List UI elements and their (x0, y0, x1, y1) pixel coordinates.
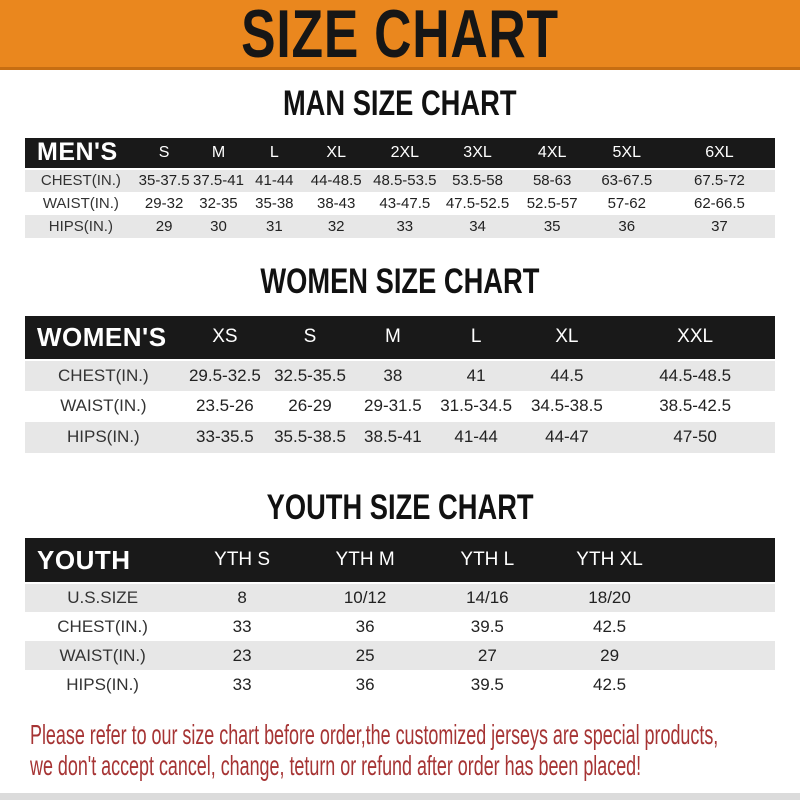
footer-line-1: Please refer to our size chart before order,the customized jerseys are special products, (30, 719, 719, 751)
footer-line-2: we don't accept cancel, change, teturn or refund after order has been placed! (30, 750, 642, 782)
size-cell: 33-35.5 (196, 427, 254, 446)
size-cell: 47.5-52.5 (445, 194, 510, 212)
size-cell: 33 (232, 674, 252, 694)
size-cell-filler (671, 583, 775, 612)
size-cell: 23 (232, 645, 252, 665)
size-cell-filler (671, 670, 775, 699)
column-header: XS (212, 326, 238, 347)
size-cell: 35.5-38.5 (274, 427, 346, 446)
table-row (25, 169, 775, 192)
size-cell: 42.5 (593, 616, 627, 636)
size-cell: 26-29 (288, 396, 332, 415)
size-cell: 35-38 (255, 194, 294, 212)
section-youth (0, 487, 800, 700)
size-cell: 8 (237, 588, 247, 608)
size-cell: 23.5-26 (196, 396, 254, 415)
size-cell: 39.5 (470, 674, 504, 694)
row-label: HIPS(IN.) (48, 217, 113, 235)
size-chart-sections (0, 86, 800, 699)
size-cell: 36 (355, 616, 375, 636)
size-cell: 36 (355, 674, 375, 694)
size-cell: 63-67.5 (601, 172, 653, 190)
column-header: M (211, 143, 226, 161)
row-label: CHEST(IN.) (58, 365, 149, 385)
size-cell: 29-31.5 (364, 396, 422, 415)
section-heading-text: WOMEN SIZE CHART (260, 261, 540, 301)
column-header: L (470, 326, 482, 347)
column-header: YTH M (335, 549, 395, 571)
size-cell: 52.5-57 (526, 194, 578, 212)
size-cell: 38.5-42.5 (659, 396, 732, 415)
column-header: M (384, 326, 401, 347)
table-header-row (25, 316, 775, 360)
table-row (25, 360, 775, 391)
table-corner-label: MEN'S (37, 138, 118, 167)
row-label: U.S.SIZE (67, 588, 139, 608)
section-heading (0, 261, 800, 301)
column-header: 5XL (612, 143, 641, 161)
size-cell: 53.5-58 (452, 172, 503, 190)
size-cell: 41-44 (255, 172, 294, 190)
size-chart-banner (0, 0, 800, 70)
column-header: XL (555, 326, 579, 347)
column-header-filler (671, 538, 775, 583)
size-cell: 38.5-41 (364, 427, 422, 446)
size-cell: 37.5-41 (193, 172, 244, 190)
men-size-table (25, 138, 775, 238)
size-cell: 48.5-53.5 (373, 172, 437, 190)
size-cell: 34.5-38.5 (530, 396, 603, 415)
size-cell-filler (671, 612, 775, 641)
column-header: YTH S (214, 549, 271, 571)
size-cell: 38-43 (317, 194, 356, 212)
column-header: XXL (677, 326, 714, 347)
size-cell: 44.5-48.5 (659, 365, 732, 385)
women-size-table (25, 316, 775, 453)
size-cell: 33 (396, 217, 414, 235)
size-cell: 57-62 (607, 194, 646, 212)
size-cell: 14/16 (466, 588, 509, 608)
section-heading (0, 86, 800, 123)
size-cell: 39.5 (470, 616, 504, 636)
table-row (25, 215, 775, 238)
table-header-row (25, 138, 775, 169)
table-row (25, 583, 775, 612)
section-women (0, 261, 800, 453)
table-row (25, 670, 775, 699)
size-cell: 29 (155, 217, 173, 235)
size-cell: 30 (210, 217, 227, 235)
size-cell: 34 (469, 217, 486, 235)
size-cell: 58-63 (532, 172, 572, 190)
table-row (25, 612, 775, 641)
table-header-row (25, 538, 775, 583)
size-cell: 10/12 (343, 588, 387, 608)
size-cell: 32 (327, 217, 345, 235)
size-cell: 41 (466, 365, 486, 385)
youth-size-table (25, 538, 775, 699)
section-heading (0, 487, 800, 527)
size-cell: 27 (477, 645, 497, 665)
size-cell: 42.5 (593, 674, 627, 694)
banner-title: SIZE CHART (241, 0, 559, 72)
size-cell: 33 (232, 616, 252, 636)
size-cell-filler (671, 641, 775, 670)
footer-note (30, 719, 800, 781)
row-label: HIPS(IN.) (66, 674, 139, 694)
row-label: WAIST(IN.) (59, 645, 146, 665)
size-cell: 44.5 (550, 365, 584, 385)
size-cell: 29.5-32.5 (188, 365, 261, 385)
table-row (25, 192, 775, 215)
size-cell: 29 (600, 645, 620, 665)
table-row (25, 641, 775, 670)
column-header: 2XL (390, 143, 420, 161)
size-cell: 67.5-72 (694, 172, 745, 190)
column-header: YTH L (460, 549, 515, 571)
table-corner-label: YOUTH (37, 544, 131, 575)
column-header: XL (326, 143, 346, 161)
table-row (25, 391, 775, 422)
row-label: WAIST(IN.) (60, 396, 147, 415)
size-cell: 18/20 (588, 588, 631, 608)
column-header: 4XL (537, 143, 567, 161)
column-header: S (303, 326, 317, 347)
size-cell: 44-48.5 (310, 172, 362, 190)
size-cell: 62-66.5 (694, 194, 745, 212)
size-cell: 44-47 (545, 427, 589, 446)
size-cell: 37 (711, 217, 728, 235)
row-label: HIPS(IN.) (67, 427, 140, 446)
row-label: CHEST(IN.) (40, 172, 121, 190)
bottom-strip (0, 793, 800, 800)
size-cell: 41-44 (454, 427, 498, 446)
size-cell: 31 (265, 217, 283, 235)
size-cell: 32.5-35.5 (274, 365, 346, 385)
table-row (25, 422, 775, 453)
size-cell: 32-35 (199, 194, 238, 212)
column-header: 6XL (705, 143, 734, 161)
size-cell: 25 (355, 645, 375, 665)
size-cell: 29-32 (144, 194, 184, 212)
table-corner-label: WOMEN'S (37, 321, 167, 352)
section-heading-text: MAN SIZE CHART (283, 84, 517, 123)
size-cell: 31.5-34.5 (440, 396, 513, 415)
section-men (0, 86, 800, 238)
column-header: 3XL (463, 143, 492, 161)
section-heading-text: YOUTH SIZE CHART (266, 487, 534, 527)
row-label: CHEST(IN.) (57, 616, 148, 636)
column-header: YTH XL (576, 549, 643, 571)
size-cell: 43-47.5 (379, 194, 431, 212)
size-cell: 35 (543, 217, 561, 235)
column-header: S (158, 143, 170, 161)
size-cell: 47-50 (673, 427, 717, 446)
size-cell: 35-37.5 (138, 172, 190, 190)
size-cell: 38 (383, 365, 403, 385)
row-label: WAIST(IN.) (42, 194, 119, 212)
size-cell: 36 (618, 217, 636, 235)
column-header: L (269, 143, 279, 161)
